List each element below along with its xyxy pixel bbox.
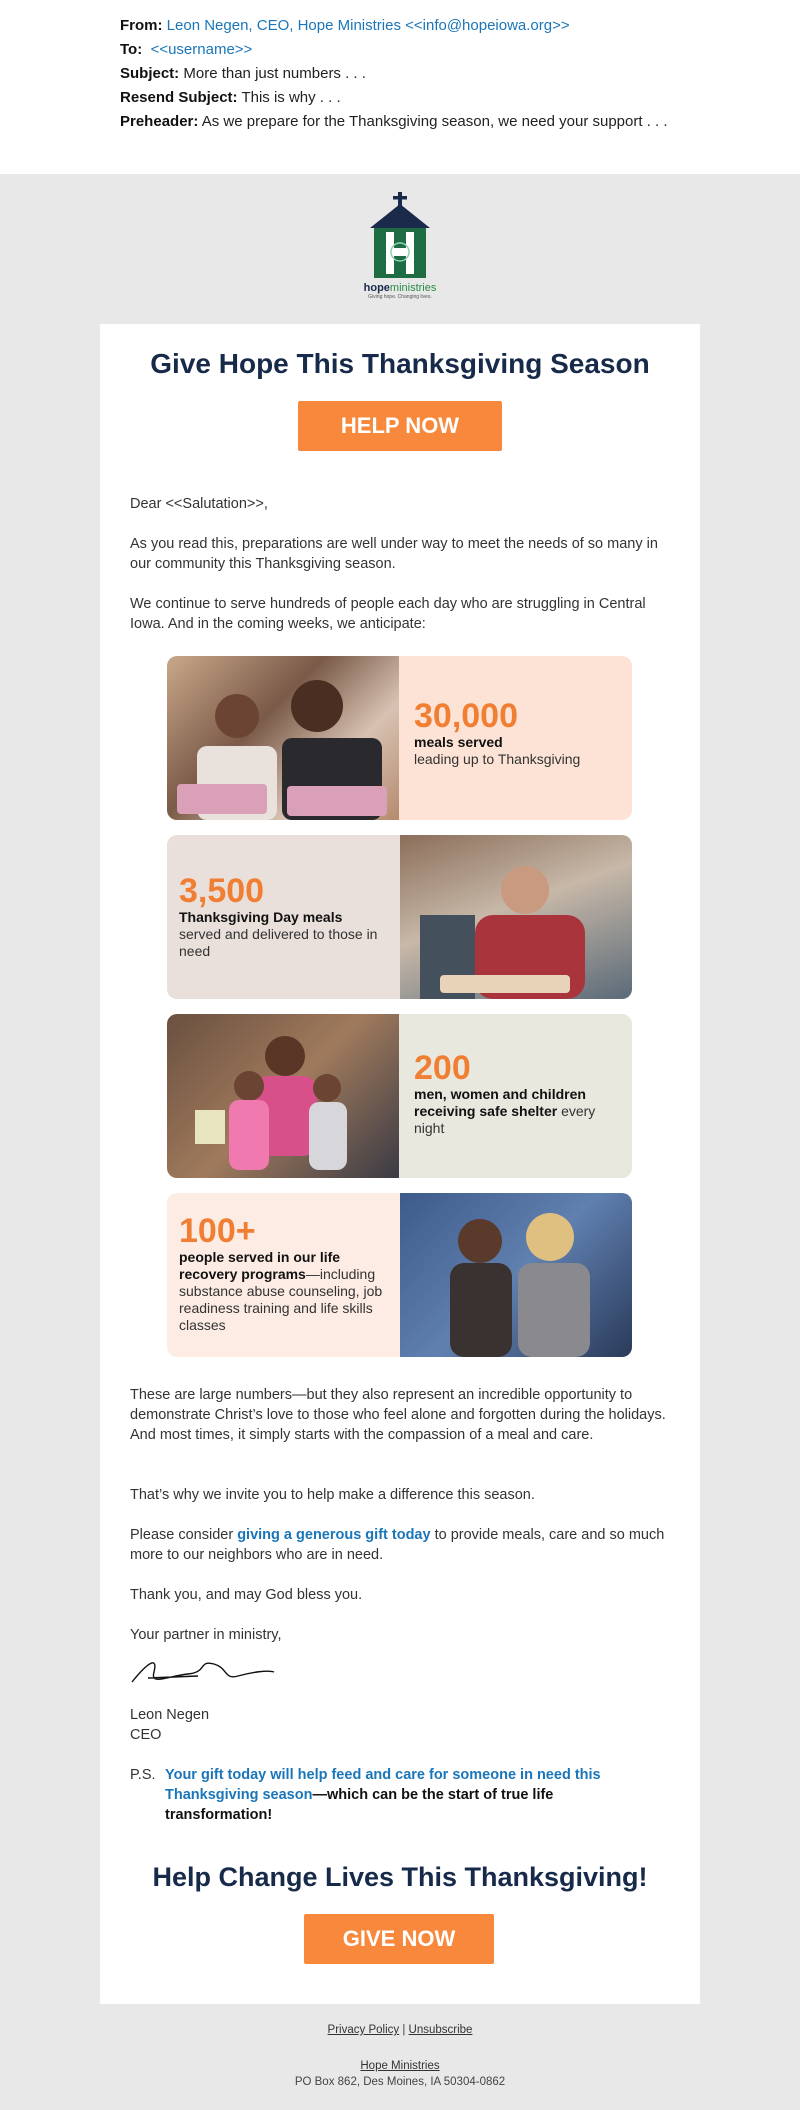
greeting: Dear <<Salutation>>,	[130, 496, 268, 512]
stat-label-bold: Thanksgiving Day meals	[179, 909, 343, 925]
paragraph-1: As you read this, preparations are well under way to meet the needs of so many in our community this Thanksgiving season.	[130, 536, 658, 572]
stat-number: 200	[414, 1049, 471, 1087]
logo-area	[0, 174, 800, 324]
logo-word-ministries: ministries	[389, 282, 437, 294]
signature-title: CEO	[130, 1727, 162, 1743]
unsubscribe-link[interactable]: Unsubscribe	[408, 2024, 473, 2036]
stat-number: 100+	[179, 1212, 256, 1250]
footer-address: PO Box 862, Des Moines, IA 50304-0862	[294, 2076, 506, 2088]
logo-tagline: Giving hope. Changing lives.	[368, 294, 432, 300]
to-value[interactable]: <<username>>	[150, 41, 253, 58]
to-line: To: <<username>>	[120, 41, 253, 58]
footer-links	[0, 2024, 800, 2036]
stat-label-rest: —including substance abuse counseling, job readiness training and life skills classes	[179, 1266, 383, 1333]
ps-label: P.S.	[130, 1767, 156, 1783]
stat-label-rest: leading up to Thanksgiving	[414, 751, 581, 767]
stat-number: 30,000	[414, 697, 518, 735]
closing-title: Help Change Lives This Thanksgiving!	[152, 1862, 648, 1892]
resend-subject-line: Resend Subject: This is why . . .	[120, 89, 341, 106]
paragraph-7: Your partner in ministry,	[130, 1627, 282, 1643]
privacy-policy-link[interactable]: Privacy Policy	[327, 2024, 400, 2036]
stat-label-rest: served and delivered to those in need	[179, 926, 378, 959]
help-now-button[interactable]: HELP NOW	[298, 401, 502, 451]
ps-text: Your gift today will help feed and care for someone in need this Thanksgiving season—which can be the start of true life transformation!	[165, 1767, 601, 1823]
footer-org	[0, 2060, 800, 2072]
hope-ministries-logo[interactable]	[360, 192, 440, 302]
generous-gift-link[interactable]: giving a generous gift today	[237, 1527, 431, 1543]
from-line: From: Leon Negen, CEO, Hope Ministries <<info@hopeiowa.org>>	[120, 17, 570, 34]
give-now-button[interactable]: GIVE NOW	[304, 1914, 494, 1964]
stat-card-meals	[167, 656, 632, 820]
man-eating-photo	[400, 835, 632, 999]
preheader-line: Preheader: As we prepare for the Thanksgiving season, we need your support . . .	[120, 113, 668, 130]
subject-line: Subject: More than just numbers . . .	[120, 65, 366, 82]
ps-gift-link[interactable]: Your gift today will help feed and care for someone in need this Thanksgiving season	[165, 1767, 601, 1803]
footer-separator: |	[402, 2024, 406, 2036]
children-meal-photo	[167, 656, 399, 820]
paragraph-6: Thank you, and may God bless you.	[130, 1587, 363, 1603]
family-shelter-photo	[167, 1014, 399, 1178]
email-meta-header	[0, 0, 800, 174]
from-value[interactable]: Leon Negen, CEO, Hope Ministries <<info@hopeiowa.org>>	[166, 17, 570, 34]
signature-name: Leon Negen	[130, 1707, 210, 1723]
stat-label-bold: men, women and children receiving safe shelter	[414, 1086, 586, 1119]
stat-card-recovery	[167, 1193, 632, 1357]
stat-label-bold: meals served	[414, 734, 503, 750]
two-women-photo	[400, 1193, 632, 1357]
stat-number: 3,500	[179, 872, 265, 910]
hero-title: Give Hope This Thanksgiving Season	[150, 348, 650, 379]
paragraph-3: These are large numbers—but they also represent an incredible opportunity to demonstrate Christ’s love to those who feel alone and forgotten during the holidays. And most times, it simply starts with the compassion of a meal and care.	[130, 1387, 666, 1443]
stat-label-rest: every night	[414, 1103, 596, 1136]
stat-label-bold: people served in our life recovery programs	[179, 1249, 341, 1282]
paragraph-2: We continue to serve hundreds of people each day who are struggling in Central Iowa. And in the coming weeks, we anticipate:	[130, 596, 646, 632]
paragraph-5: Please consider giving a generous gift today to provide meals, care and so much more to our neighbors who are in need.	[130, 1527, 665, 1563]
signature-icon	[128, 1652, 278, 1692]
paragraph-4: That’s why we invite you to help make a difference this season.	[130, 1487, 535, 1503]
email-content-card	[100, 324, 700, 2004]
stat-card-shelter	[167, 1014, 632, 1178]
org-name-link[interactable]: Hope Ministries	[360, 2060, 440, 2072]
logo-word-hope: hope	[363, 282, 390, 294]
church-logo-icon	[360, 192, 440, 280]
stat-card-thanksgiving-meals	[167, 835, 632, 999]
